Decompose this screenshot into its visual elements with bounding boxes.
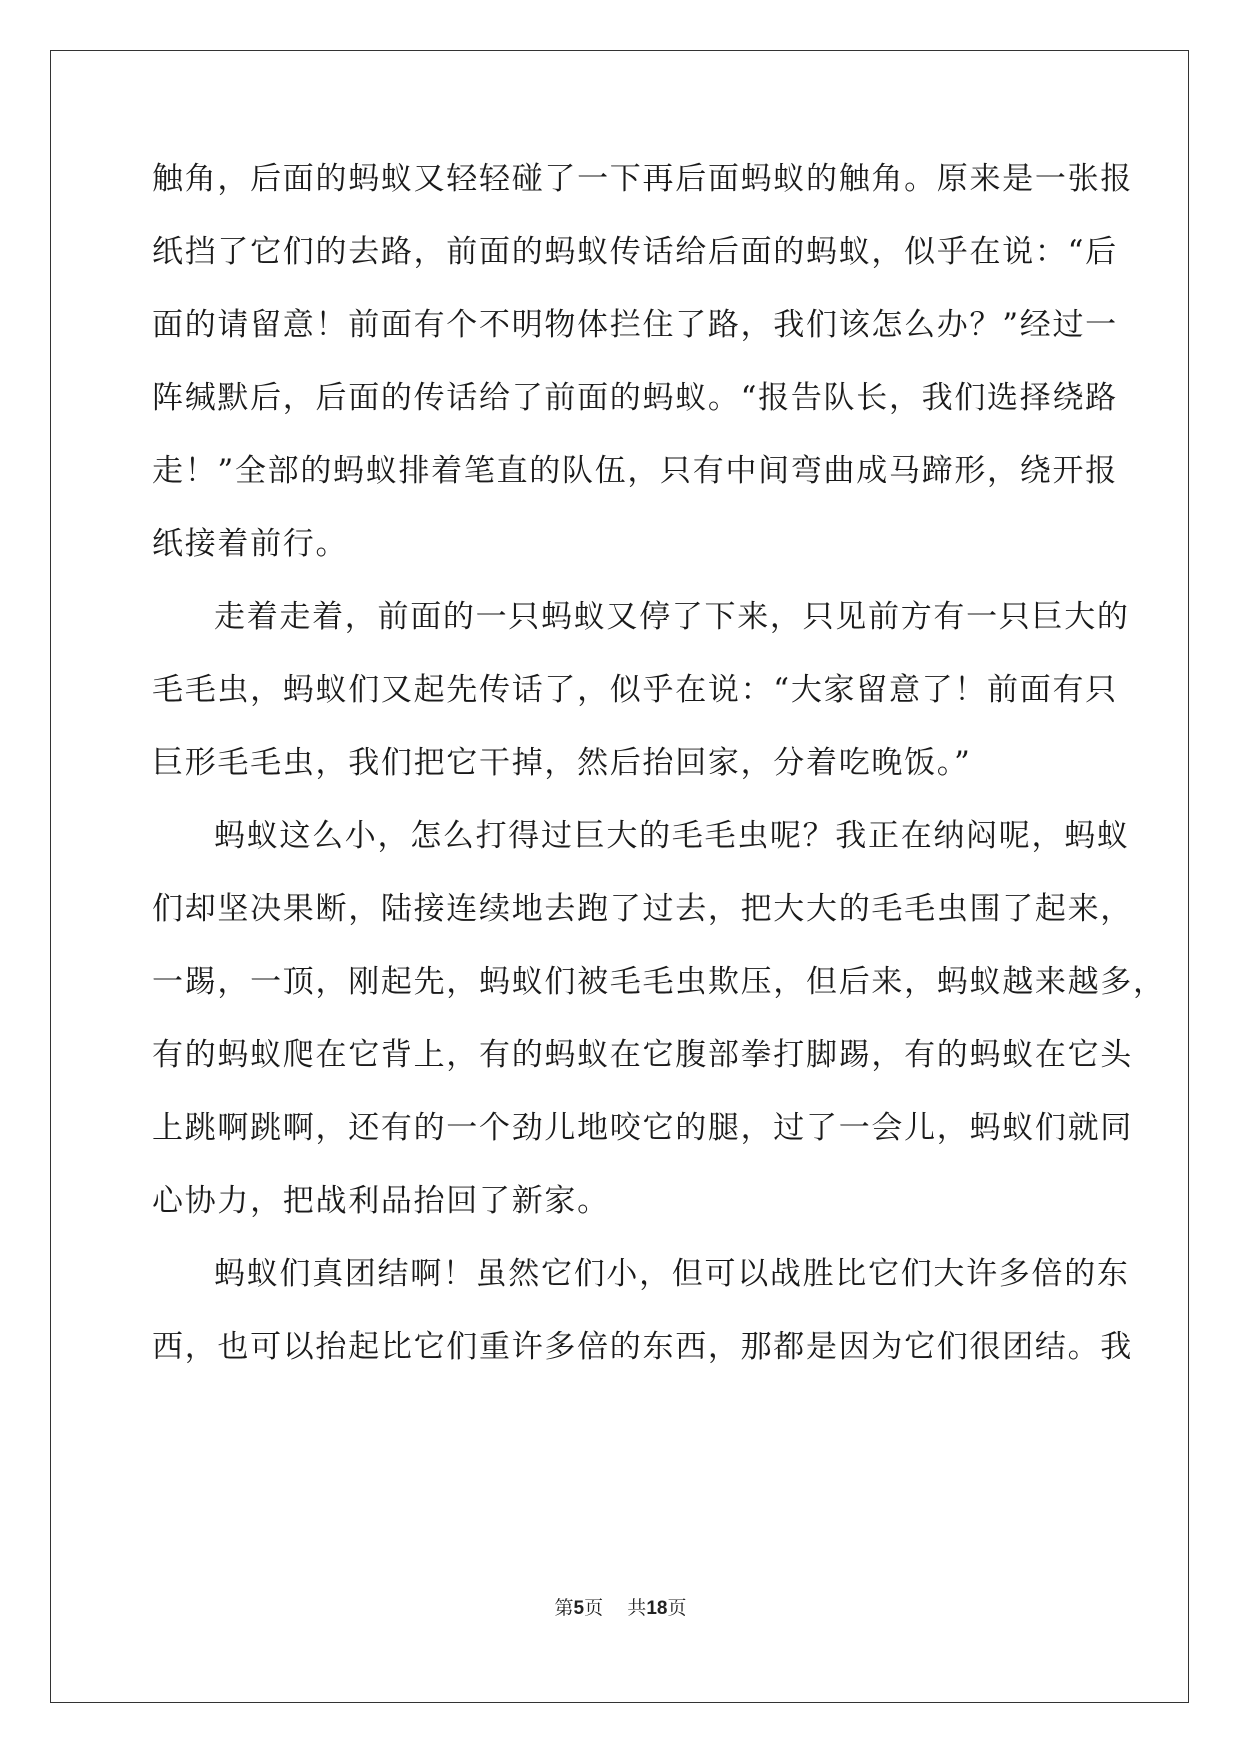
text-line: 毛毛虫，蚂蚁们又起先传话了，似乎在说：“大家留意了！前面有只: [152, 672, 1118, 708]
total-pages: 18: [646, 1598, 668, 1619]
text-line: 阵缄默后，后面的传话给了前面的蚂蚁。“报告队长，我们选择绕路: [152, 380, 1118, 416]
page-number: 5: [573, 1598, 585, 1619]
text-line: 纸接着前行。: [152, 526, 349, 562]
total-label-prefix: 共: [627, 1597, 647, 1619]
text-line: 蚂蚁们真团结啊！虽然它们小，但可以战胜比它们大许多倍的东: [214, 1256, 1130, 1292]
text-line: 蚂蚁这么小，怎么打得过巨大的毛毛虫呢？我正在纳闷呢，蚂蚁: [214, 818, 1130, 854]
text-line: 西，也可以抬起比它们重许多倍的东西，那都是因为它们很团结。我: [152, 1329, 1133, 1365]
text-line: 走！”全部的蚂蚁排着笔直的队伍，只有中间弯曲成马蹄形，绕开报: [152, 453, 1118, 489]
page-frame: [50, 50, 1189, 1703]
text-line: 一踢，一顶，刚起先，蚂蚁们被毛毛虫欺压，但后来，蚂蚁越来越多，: [152, 964, 1166, 1000]
page-label-prefix: 第: [554, 1597, 574, 1619]
text-line: 上跳啊跳啊，还有的一个劲儿地咬它的腿，过了一会儿，蚂蚁们就同: [152, 1110, 1133, 1146]
text-line: 们却坚决果断，陆接连续地去跑了过去，把大大的毛毛虫围了起来，: [152, 891, 1133, 927]
page-footer: [0, 1593, 1241, 1620]
total-label-suffix: 页: [667, 1597, 687, 1619]
text-line: 有的蚂蚁爬在它背上，有的蚂蚁在它腹部拳打脚踢，有的蚂蚁在它头: [152, 1037, 1133, 1073]
text-line: 巨形毛毛虫，我们把它干掉，然后抬回家，分着吃晚饭。”: [152, 745, 972, 781]
text-line: 心协力，把战利品抬回了新家。: [152, 1183, 610, 1219]
text-line: 触角，后面的蚂蚁又轻轻碰了一下再后面蚂蚁的触角。原来是一张报: [152, 161, 1133, 197]
page-label-suffix: 页: [584, 1597, 604, 1619]
text-line: 面的请留意！前面有个不明物体拦住了路，我们该怎么办？”经过一: [152, 307, 1118, 343]
text-line: 纸挡了它们的去路，前面的蚂蚁传话给后面的蚂蚁，似乎在说：“后: [152, 234, 1118, 270]
text-line: 走着走着，前面的一只蚂蚁又停了下来，只见前方有一只巨大的: [214, 599, 1130, 635]
